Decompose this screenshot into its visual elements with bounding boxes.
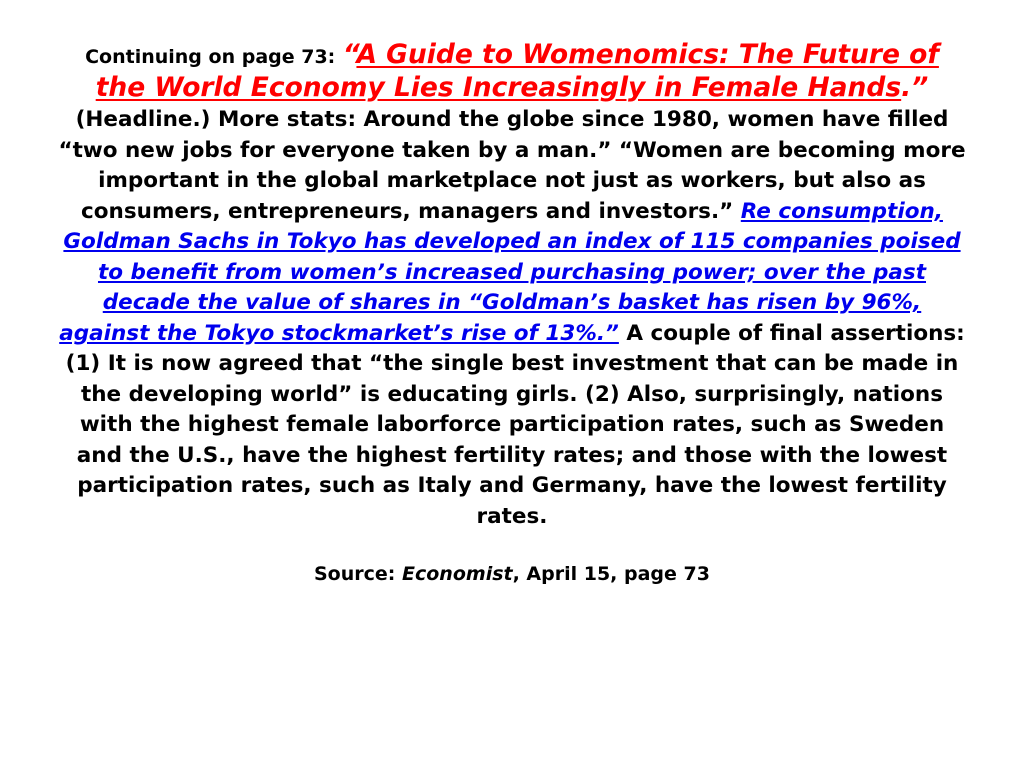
- lead-in-text: Continuing on page 73:: [85, 46, 336, 68]
- slide-content: [56, 40, 968, 588]
- headline-open-quote: “: [342, 39, 357, 70]
- headline-text: A Guide to Womenomics: The Future of the World Economy Lies Increasingly in Female Hands: [95, 39, 939, 103]
- body-text-part1: (Headline.) More stats: Around the globe since 1980, women have filled “two new jobs for everyone taken by a man.” “Women are becoming more important in the global marketplace not just as workers, but also as consumers, entrepreneurs, managers and investors.”: [58, 107, 966, 224]
- headline-close-quote: .”: [901, 71, 929, 103]
- main-paragraph: [56, 40, 968, 532]
- source-details: , April 15, page 73: [512, 563, 710, 585]
- source-label: Source:: [314, 563, 396, 585]
- source-publication: Economist: [402, 563, 513, 585]
- goldman-sachs-quote-link[interactable]: Re consumption, Goldman Sachs in Tokyo has developed an index of 115 companies poised to benefit from women’s increased purchasing power; over the past decade the value of shares in “Goldman’s basket has risen by 96%, against the Tokyo stockmarket’s rise of 13%.”: [59, 198, 961, 346]
- body-text-part2: A couple of final assertions: (1) It is now agreed that “the single best investment that can be made in the developing world” is educating girls. (2) Also, surprisingly, nations with the highest female laborforce participation rates, such as Sweden and the U.S., have the highest fertility rates; and those with the lowest participation rates, such as Italy and Germany, have the lowest fertility rates.: [65, 320, 965, 529]
- source-citation: [56, 560, 968, 588]
